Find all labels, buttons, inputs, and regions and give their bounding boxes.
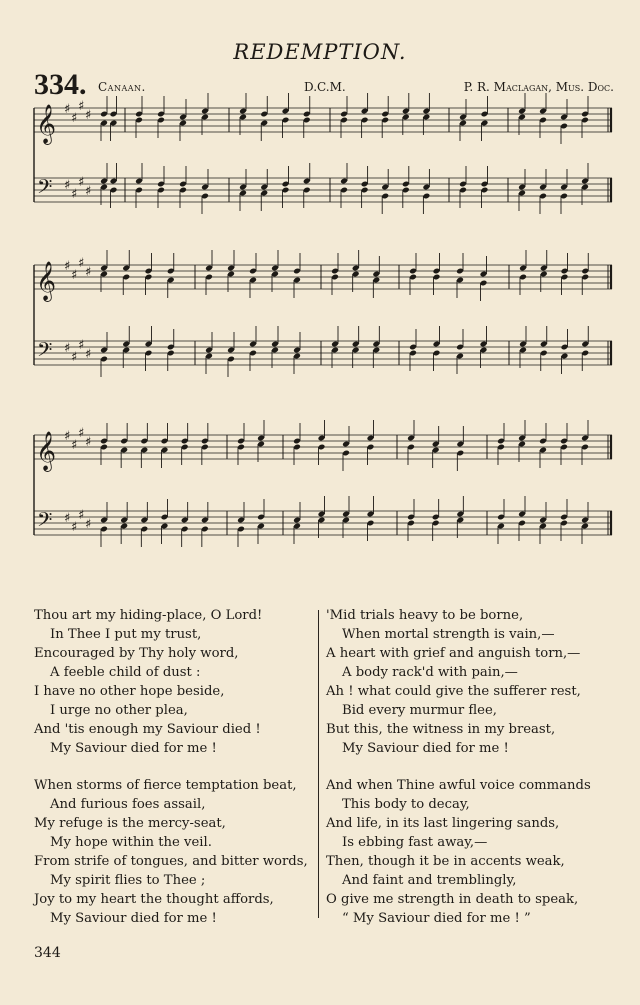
hymn-number: 334. [34,68,87,101]
verse-line: And 'tis enough my Saviour died ! [34,722,261,737]
verse-line: A feeble child of dust : [50,665,201,680]
verse-line: When storms of fierce temptation beat, [34,778,297,793]
sharp-icon: ♯ [85,265,92,280]
verse-line: Thou art my hiding-place, O Lord! [34,608,263,623]
sharp-icon: ♯ [71,111,78,126]
verse-line: From strife of tongues, and bitter words, [34,854,308,869]
verse-line: Encouraged by Thy holy word, [34,646,239,661]
verse-line: My spirit flies to Thee ; [50,873,206,888]
verse-line: My refuge is the mercy-seat, [34,816,226,831]
verse-line: Ah ! what could give the sufferer rest, [326,684,581,699]
verse-column-right [326,606,616,946]
running-header: REDEMPTION. [233,40,407,64]
page-number: 344 [34,945,61,961]
treble-clef-icon: 𝄞 [36,431,57,471]
stanza [326,606,616,758]
verse-line: In Thee I put my trust, [50,627,202,642]
verse-line: I have no other hope beside, [34,684,225,699]
verse-line: My Saviour died for me ! [50,911,217,926]
verse-line: “ My Saviour died for me ! ” [342,911,531,926]
sharp-icon: ♯ [71,268,78,283]
sharp-icon: ♯ [85,347,92,362]
sharp-icon: ♯ [64,511,71,526]
verse-line: And when Thine awful voice commands [326,778,591,793]
sharp-icon: ♯ [85,108,92,123]
sharp-icon: ♯ [71,438,78,453]
sharp-icon: ♯ [78,338,85,353]
verse-line: This body to decay, [342,797,470,812]
sharp-icon: ♯ [78,99,85,114]
verse-line: My Saviour died for me ! [342,741,509,756]
stanza [326,776,616,928]
treble-clef-icon: 𝄞 [36,261,57,301]
sharp-icon: ♯ [85,517,92,532]
verse-line: A body rack'd with pain,— [342,665,518,680]
bass-clef-icon: 𝄢 [37,338,53,366]
verse-line: Bid every murmur flee, [342,703,497,718]
verse-line: And life, in its last lingering sands, [326,816,560,831]
sharp-icon: ♯ [64,178,71,193]
sharp-icon: ♯ [78,508,85,523]
stanza [34,606,324,758]
tune-name: Canaan. [98,80,146,94]
treble-clef-icon: 𝄞 [36,104,57,144]
verse-line: 'Mid trials heavy to be borne, [326,608,524,623]
verse-line: My Saviour died for me ! [50,741,217,756]
verse-line: Joy to my heart the thought affords, [34,892,274,907]
bass-clef-icon: 𝄢 [37,175,53,203]
sharp-icon: ♯ [85,435,92,450]
sharp-icon: ♯ [64,102,71,117]
verse-line: And faint and tremblingly, [342,873,517,888]
sharp-icon: ♯ [71,187,78,202]
sharp-icon: ♯ [78,256,85,271]
verse-line: And furious foes assail, [50,797,206,812]
verse-line: A heart with grief and anguish torn,— [326,646,581,661]
verse-column-left [34,606,324,946]
verse-line: Then, though it be in accents weak, [326,854,565,869]
sharp-icon: ♯ [64,259,71,274]
sharp-icon: ♯ [78,175,85,190]
meter: D.C.M. [304,80,346,94]
stanza [34,776,324,928]
verse-line: Is ebbing fast away,— [342,835,488,850]
sharp-icon: ♯ [71,520,78,535]
composer: P. R. Maclagan, Mus. Doc. [463,80,614,94]
verse-line: I urge no other plea, [50,703,188,718]
verse-line: But this, the witness in my breast, [326,722,556,737]
verse-line: When mortal strength is vain,— [342,627,555,642]
sharp-icon: ♯ [64,341,71,356]
verse-line: My hope within the veil. [50,835,212,850]
sharp-icon: ♯ [85,184,92,199]
bass-clef-icon: 𝄢 [37,508,53,536]
sharp-icon: ♯ [78,426,85,441]
verse-line: O give me strength in death to speak, [326,892,579,907]
sharp-icon: ♯ [71,350,78,365]
sharp-icon: ♯ [64,429,71,444]
